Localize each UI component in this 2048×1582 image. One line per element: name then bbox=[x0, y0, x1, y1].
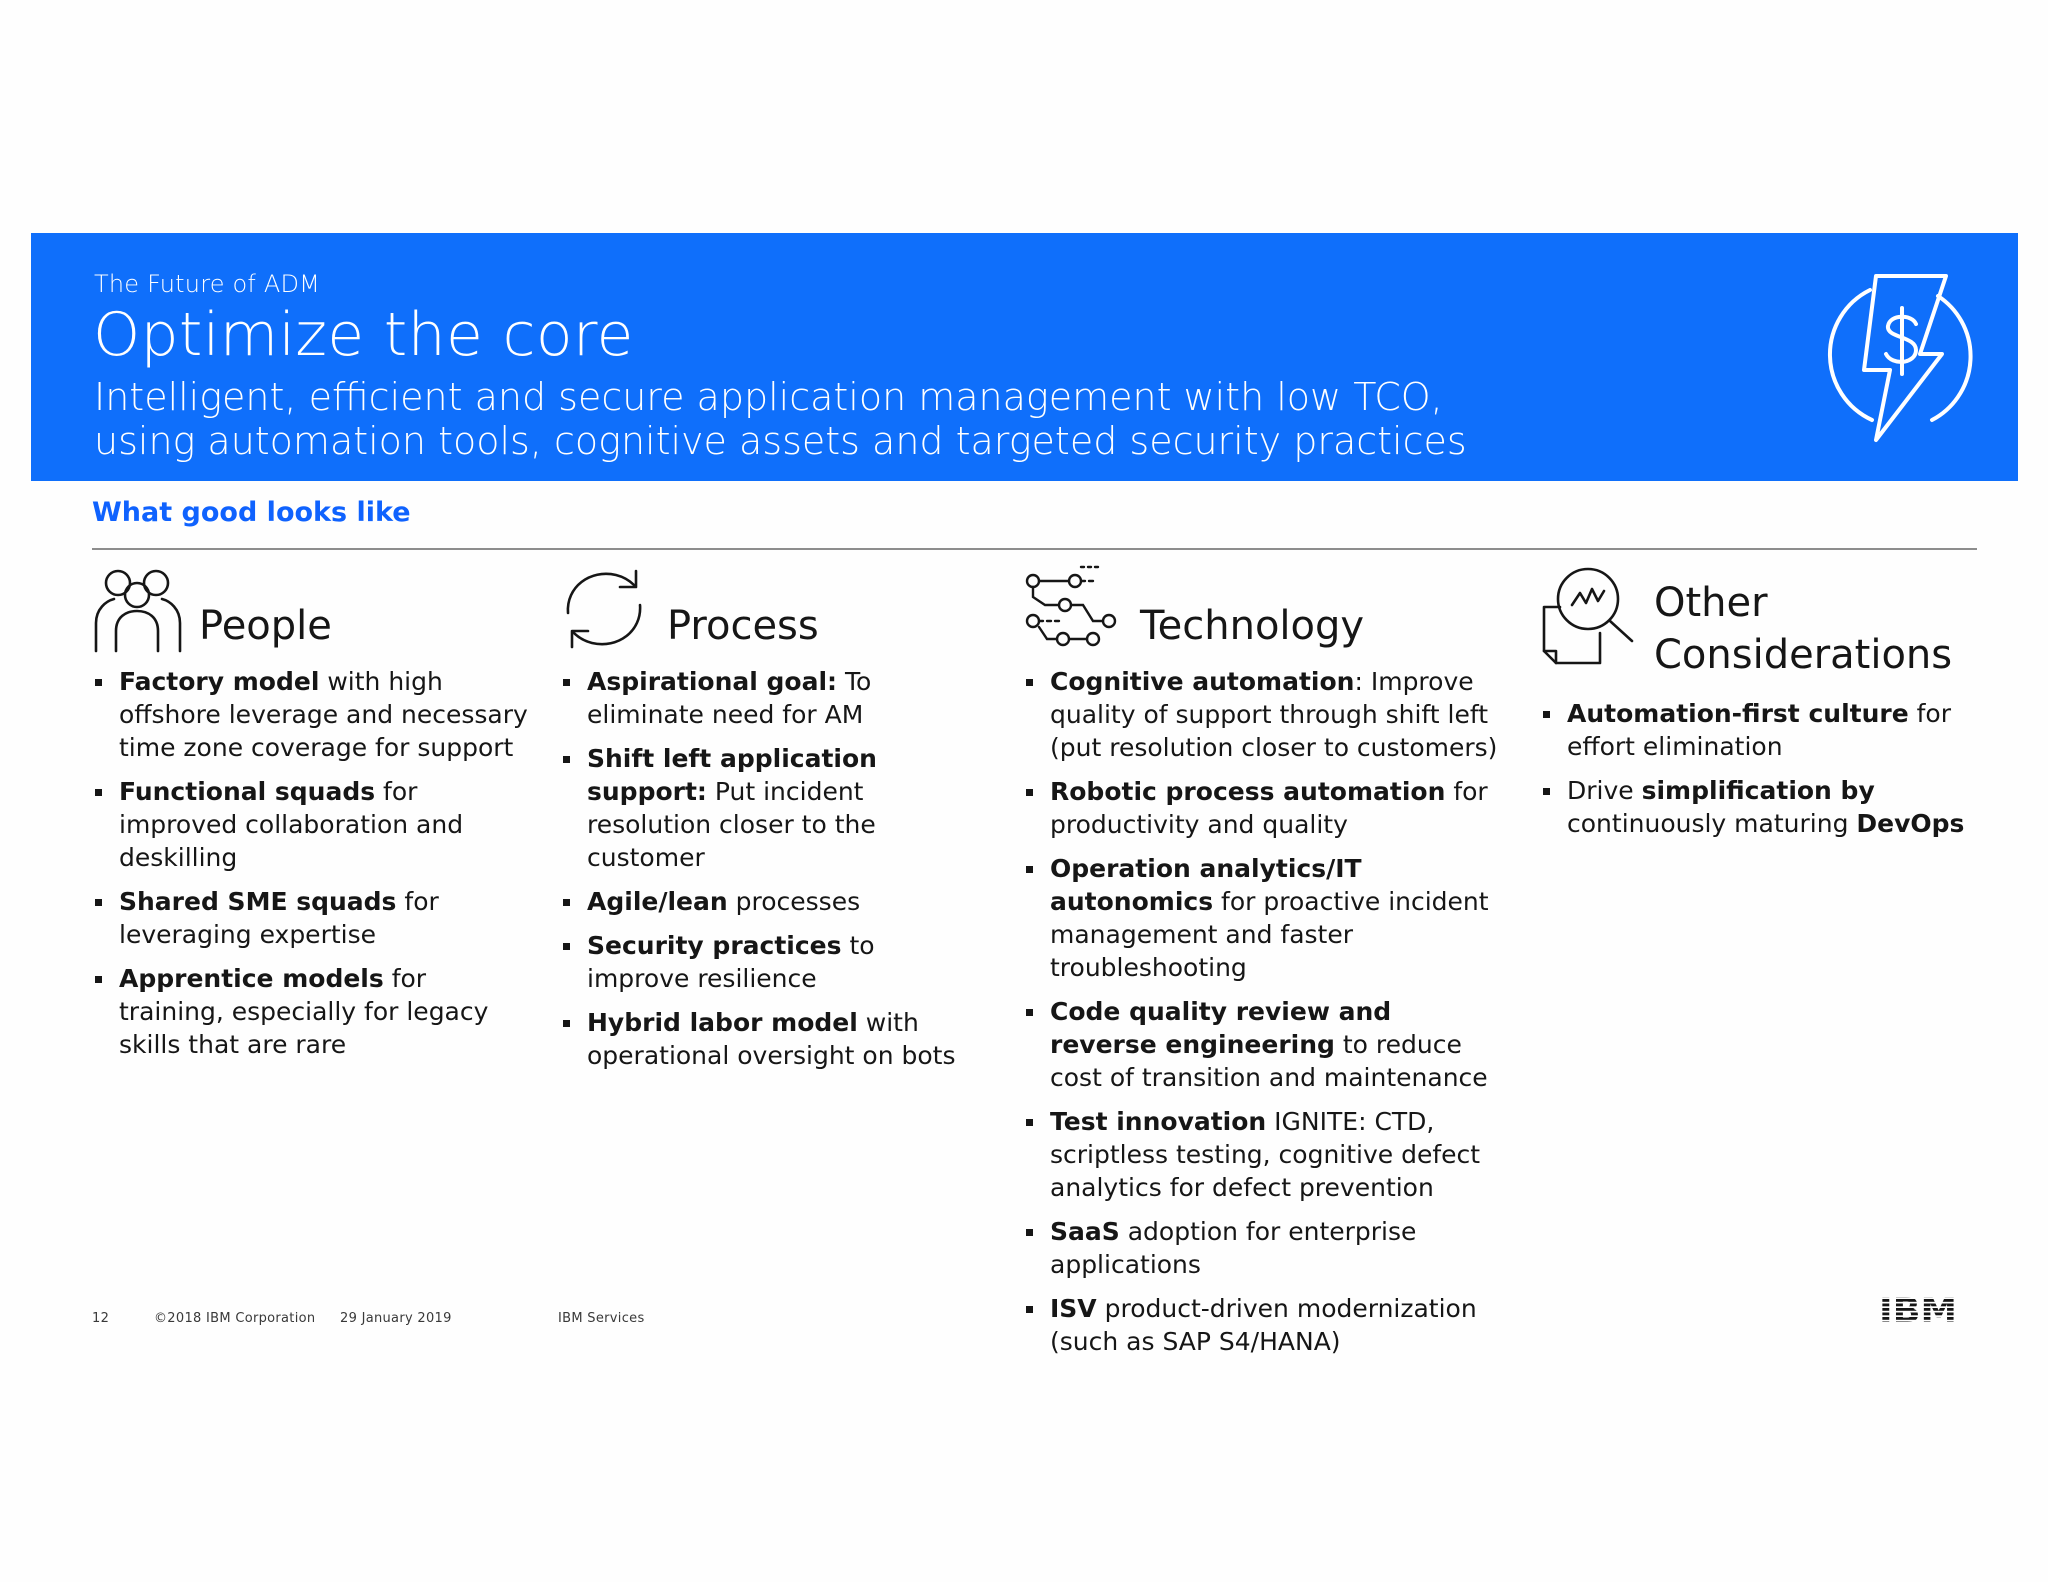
item-bold: Security practices bbox=[587, 931, 842, 960]
column-title: People bbox=[199, 603, 332, 649]
item-bold: simplification by bbox=[1641, 776, 1875, 805]
item-text: for improved collaboration and deskilling bbox=[119, 777, 464, 872]
item-text: processes bbox=[727, 887, 861, 916]
page-number: 12 bbox=[92, 1311, 110, 1326]
list-item bbox=[1540, 774, 1980, 840]
item-text: for training, especially for legacy skills that are rare bbox=[119, 964, 489, 1059]
column-title bbox=[1654, 577, 1952, 681]
item-text: to improve resilience bbox=[587, 931, 875, 993]
item-bold: Agile/lean bbox=[587, 887, 728, 916]
column-header bbox=[1023, 565, 1503, 665]
list-item bbox=[92, 962, 532, 1061]
list-item bbox=[1023, 852, 1503, 984]
column-technology bbox=[1023, 565, 1503, 1369]
list-item bbox=[1023, 665, 1503, 764]
item-text: adoption for enterprise applications bbox=[1050, 1217, 1417, 1279]
bullet-list bbox=[1540, 697, 1980, 840]
copyright: ©2018 IBM Corporation bbox=[154, 1311, 316, 1326]
bullet-list bbox=[92, 665, 532, 1061]
item-text: for proactive incident management and faster troubleshooting bbox=[1050, 887, 1489, 982]
item-bold: Factory model bbox=[119, 667, 320, 696]
list-item bbox=[560, 929, 980, 995]
item-bold: Cognitive automation bbox=[1050, 667, 1355, 696]
list-item bbox=[560, 1006, 980, 1072]
item-bold: Operation analytics/IT autonomics bbox=[1050, 854, 1362, 916]
column-title: Technology bbox=[1140, 603, 1365, 649]
list-item bbox=[560, 665, 980, 731]
subtitle-line: using automation tools, cognitive assets and targeted security practices bbox=[94, 419, 1467, 463]
list-item bbox=[1023, 1215, 1503, 1281]
ibm-logo-text: IBM bbox=[1879, 1291, 1957, 1326]
list-item bbox=[92, 885, 532, 951]
bullet-list bbox=[1023, 665, 1503, 1358]
item-bold: Aspirational goal: bbox=[587, 667, 838, 696]
ibm-logo bbox=[1878, 1290, 1958, 1326]
item-text: for productivity and quality bbox=[1050, 777, 1488, 839]
list-item bbox=[1023, 1292, 1503, 1358]
item-bold: Functional squads bbox=[119, 777, 376, 806]
item-text: continuously maturing bbox=[1567, 809, 1857, 838]
item-bold: Shift left application support: bbox=[587, 744, 877, 806]
list-item bbox=[1540, 697, 1980, 763]
subtitle-line: Intelligent, efficient and secure application management with low TCO, bbox=[94, 375, 1443, 419]
item-text: Drive bbox=[1567, 776, 1642, 805]
item-text: for leveraging expertise bbox=[119, 887, 439, 949]
column-title: Process bbox=[667, 603, 819, 649]
list-item bbox=[92, 775, 532, 874]
item-bold: Code quality review and reverse engineering bbox=[1050, 997, 1392, 1059]
circuit-icon bbox=[1023, 565, 1119, 653]
item-bold: Robotic process automation bbox=[1050, 777, 1446, 806]
lightning-dollar-icon bbox=[1820, 268, 1980, 448]
date: 29 January 2019 bbox=[340, 1311, 452, 1326]
people-group-icon bbox=[92, 565, 184, 653]
item-text: To eliminate need for AM bbox=[587, 667, 872, 729]
item-text: Put incident resolution closer to the customer bbox=[587, 777, 876, 872]
item-text: with high offshore leverage and necessary time zone coverage for support bbox=[119, 667, 528, 762]
column-header bbox=[1540, 565, 1980, 697]
analytics-magnifier-icon bbox=[1540, 565, 1636, 665]
list-item bbox=[92, 665, 532, 764]
column-header bbox=[560, 565, 980, 665]
item-text: : Improve quality of support through shift left (put resolution closer to customers) bbox=[1050, 667, 1498, 762]
list-item bbox=[1023, 775, 1503, 841]
item-text: for effort elimination bbox=[1567, 699, 1952, 761]
column-other bbox=[1540, 565, 1980, 851]
cycle-arrows-icon bbox=[560, 565, 648, 653]
column-process bbox=[560, 565, 980, 1083]
header-banner bbox=[31, 233, 2018, 481]
page-title: Optimize the core bbox=[93, 300, 634, 370]
item-bold: Automation-first culture bbox=[1567, 699, 1909, 728]
list-item bbox=[560, 742, 980, 874]
item-bold: Test innovation bbox=[1050, 1107, 1267, 1136]
item-bold: Shared SME squads bbox=[119, 887, 397, 916]
divider bbox=[92, 548, 1977, 550]
list-item bbox=[560, 885, 980, 918]
item-bold: ISV bbox=[1050, 1294, 1097, 1323]
column-people bbox=[92, 565, 532, 1072]
item-text: with operational oversight on bots bbox=[587, 1008, 956, 1070]
section-label: What good looks like bbox=[92, 497, 411, 528]
item-bold: Hybrid labor model bbox=[587, 1008, 858, 1037]
subtitle bbox=[94, 375, 1594, 463]
list-item bbox=[1023, 995, 1503, 1094]
list-item bbox=[1023, 1105, 1503, 1204]
item-text: product-driven modernization (such as SAP S4/HANA) bbox=[1050, 1294, 1477, 1356]
item-bold: SaaS bbox=[1050, 1217, 1120, 1246]
business-unit: IBM Services bbox=[558, 1311, 645, 1326]
column-header bbox=[92, 565, 532, 665]
item-bold: DevOps bbox=[1856, 809, 1965, 838]
bullet-list bbox=[560, 665, 980, 1072]
column-title-line: Other bbox=[1654, 580, 1768, 626]
item-text: IGNITE: CTD, scriptless testing, cognitive defect analytics for defect prevention bbox=[1050, 1107, 1481, 1202]
column-title-line: Considerations bbox=[1654, 632, 1953, 678]
item-text: to reduce cost of transition and maintenance bbox=[1050, 1030, 1488, 1092]
item-bold: Apprentice models bbox=[119, 964, 384, 993]
kicker: The Future of ADM bbox=[94, 270, 321, 298]
